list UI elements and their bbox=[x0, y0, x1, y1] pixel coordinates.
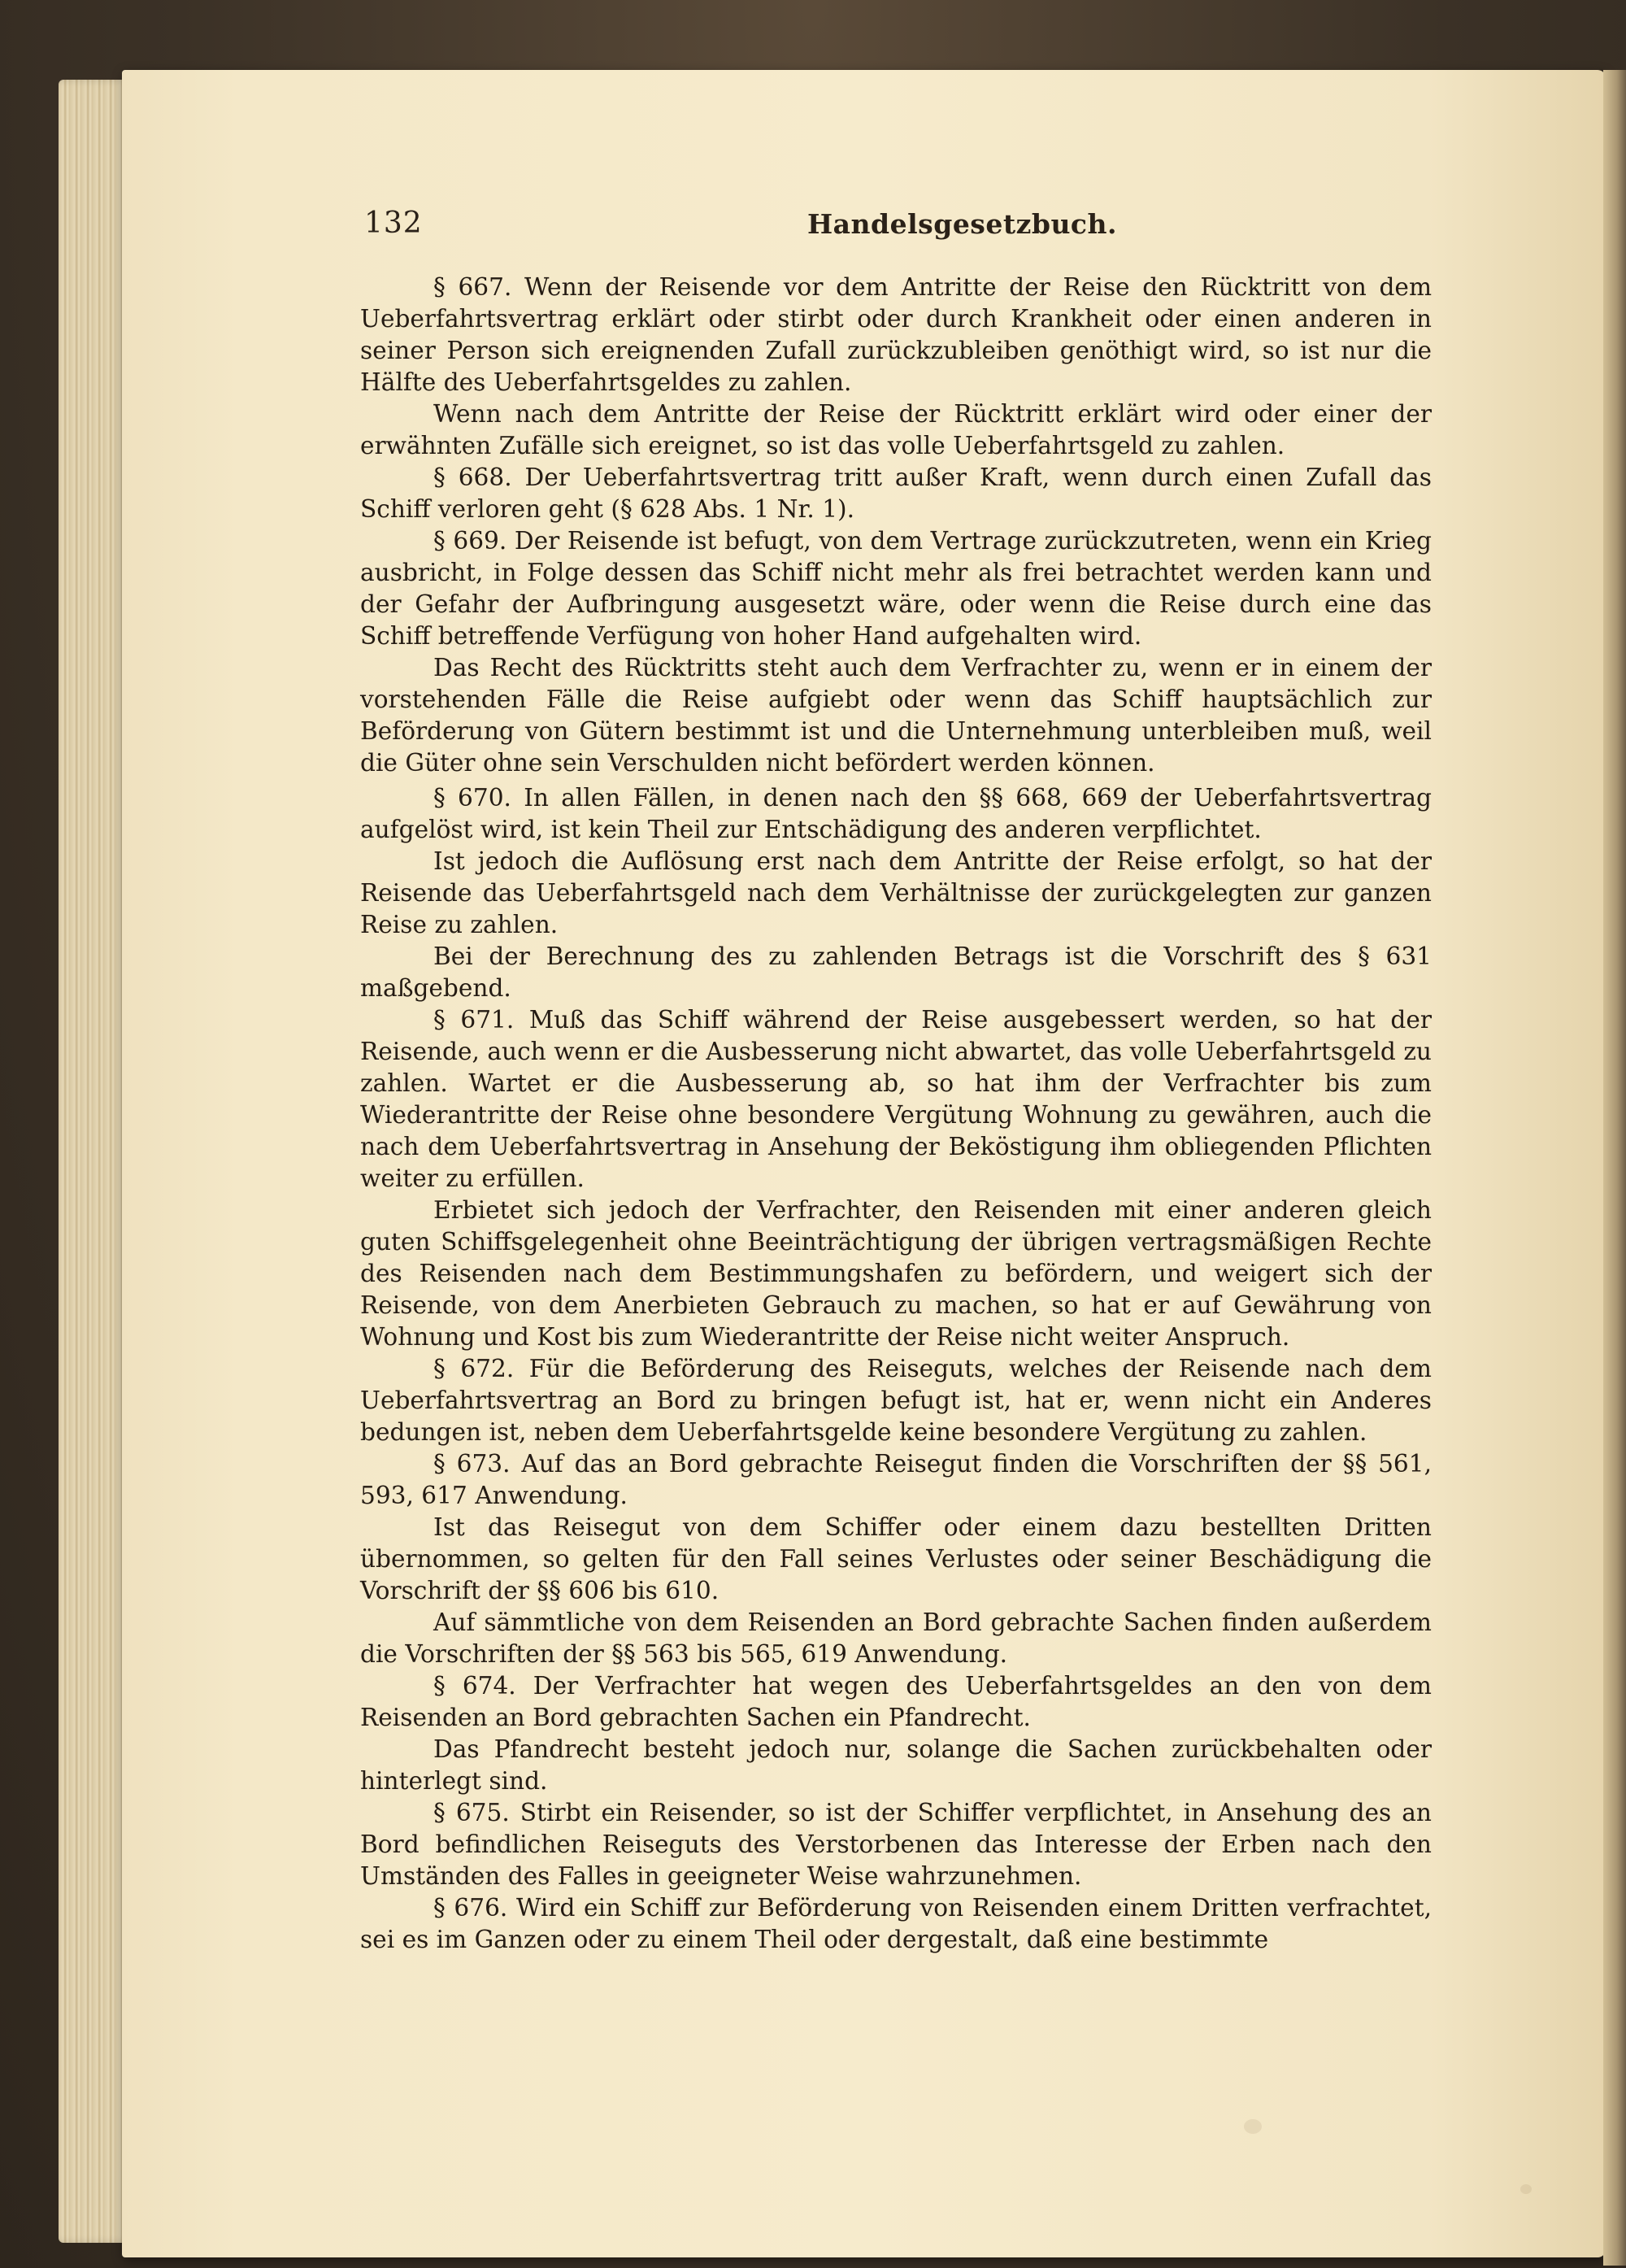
paragraph-667b: Wenn nach dem Antritte der Reise der Rücktritt erklärt wird oder einer der erwähnten Zufälle sich ereignet, so ist das volle Ueberfahrtsgeld zu zahlen. bbox=[360, 400, 1432, 459]
paragraph-669b: Das Recht des Rücktritts steht auch dem Verfrachter zu, wenn er in einem der vorstehenden Fälle die Reise aufgiebt oder wenn das Schiff hauptsächlich zur Beförderung von Gütern bestimmt ist und die Unternehmung unterbleiben muß, weil die Güter ohne sein Verschulden nicht befördert werden können. bbox=[360, 654, 1432, 777]
paragraph-667a: § 667. Wenn der Reisende vor dem Antritte der Reise den Rücktritt von dem Ueberfahrtsvertrag erklärt oder stirbt oder durch Krankheit oder einen anderen in seiner Person sich ereignenden Zufall zurückzubleiben genöthigt wird, so ist nur die Hälfte des Ueberfahrtsgeldes zu zahlen. bbox=[360, 273, 1432, 396]
paragraph-671b: Erbietet sich jedoch der Verfrachter, den Reisenden mit einer anderen gleich guten Schiffsgelegenheit ohne Beeinträchtigung der übrigen vertragsmäßigen Rechte des Reisenden nach dem Bestimmungshafen zu befördern, und weigert sich der Reisende, von dem Anerbieten Gebrauch zu machen, so hat er auf Gewährung von Wohnung und Kost bis zum Wiederantritte der Reise nicht weiter Anspruch. bbox=[360, 1196, 1432, 1351]
paragraph-670c: Bei der Berechnung des zu zahlenden Betrags ist die Vorschrift des § 631 maßgebend. bbox=[360, 942, 1432, 1002]
paragraph-670a: § 670. In allen Fällen, in denen nach den §§ 668, 669 der Ueberfahrtsvertrag aufgelöst wird, ist kein Theil zur Entschädigung des anderen verpflichtet. bbox=[360, 784, 1432, 843]
body-text bbox=[360, 272, 1432, 1956]
paragraph-676: § 676. Wird ein Schiff zur Beförderung von Reisenden einem Dritten verfrachtet, sei es im Ganzen oder zu einem Theil oder dergestalt, daß eine bestimmte bbox=[360, 1894, 1432, 1953]
foxing-spot bbox=[1520, 2184, 1532, 2194]
paragraph-674b: Das Pfandrecht besteht jedoch nur, solange die Sachen zurückbehalten oder hinterlegt sind. bbox=[360, 1735, 1432, 1795]
paragraph-673b: Ist das Reisegut von dem Schiffer oder einem dazu bestellten Dritten übernommen, so gelten für den Fall seines Verlustes oder seiner Beschädigung die Vorschrift der §§ 606 bis 610. bbox=[360, 1513, 1432, 1604]
page-number: 132 bbox=[364, 207, 423, 240]
paragraph-668: § 668. Der Ueberfahrtsvertrag tritt außer Kraft, wenn durch einen Zufall das Schiff verloren geht (§ 628 Abs. 1 Nr. 1). bbox=[360, 464, 1432, 523]
paragraph-675: § 675. Stirbt ein Reisender, so ist der Schiffer verpflichtet, in Ansehung des an Bord befindlichen Reiseguts des Verstorbenen das Interesse der Erben nach den Umständen des Falles in geeigneter Weise wahrzunehmen. bbox=[360, 1799, 1432, 1890]
facing-page-edge bbox=[1603, 70, 1626, 2266]
page-header bbox=[364, 207, 1437, 255]
paragraph-673a: § 673. Auf das an Bord gebrachte Reisegut finden die Vorschriften der §§ 561, 593, 617 Anwendung. bbox=[360, 1450, 1432, 1509]
paragraph-672: § 672. Für die Beförderung des Reiseguts, welches der Reisende nach dem Ueberfahrtsvertrag an Bord zu bringen befugt ist, hat er, wenn nicht ein Anderes bedungen ist, neben dem Ueberfahrtsgelde keine besondere Vergütung zu zahlen. bbox=[360, 1355, 1432, 1446]
paragraph-674a: § 674. Der Verfrachter hat wegen des Ueberfahrtsgeldes an den von dem Reisenden an Bord gebrachten Sachen ein Pfandrecht. bbox=[360, 1672, 1432, 1731]
paragraph-669a: § 669. Der Reisende ist befugt, von dem Vertrage zurückzutreten, wenn ein Krieg ausbricht, in Folge dessen das Schiff nicht mehr als frei betrachtet werden kann und der Gefahr der Aufbringung ausgesetzt wäre, oder wenn die Reise durch eine das Schiff betreffende Verfügung von hoher Hand aufgehalten wird. bbox=[360, 527, 1432, 650]
foxing-spot bbox=[1244, 2119, 1262, 2134]
paragraph-670b: Ist jedoch die Auflösung erst nach dem Antritte der Reise erfolgt, so hat der Reisende das Ueberfahrtsgeld nach dem Verhältnisse der zurückgelegten zur ganzen Reise zu zahlen. bbox=[360, 847, 1432, 938]
running-head: Handelsgesetzbuch. bbox=[807, 208, 1118, 240]
paragraph-671a: § 671. Muß das Schiff während der Reise ausgebessert werden, so hat der Reisende, auch wenn er die Ausbesserung nicht abwartet, das volle Ueberfahrtsgeld zu zahlen. Wartet er die Ausbesserung ab, so hat ihm der Verfrachter bis zum Wiederantritte der Reise ohne besondere Vergütung Wohnung zu gewähren, auch die nach dem Ueberfahrtsvertrag in Ansehung der Beköstigung ihm obliegenden Pflichten weiter zu erfüllen. bbox=[360, 1006, 1432, 1192]
paragraph-673c: Auf sämmtliche von dem Reisenden an Bord gebrachte Sachen finden außerdem die Vorschriften der §§ 563 bis 565, 619 Anwendung. bbox=[360, 1608, 1432, 1668]
